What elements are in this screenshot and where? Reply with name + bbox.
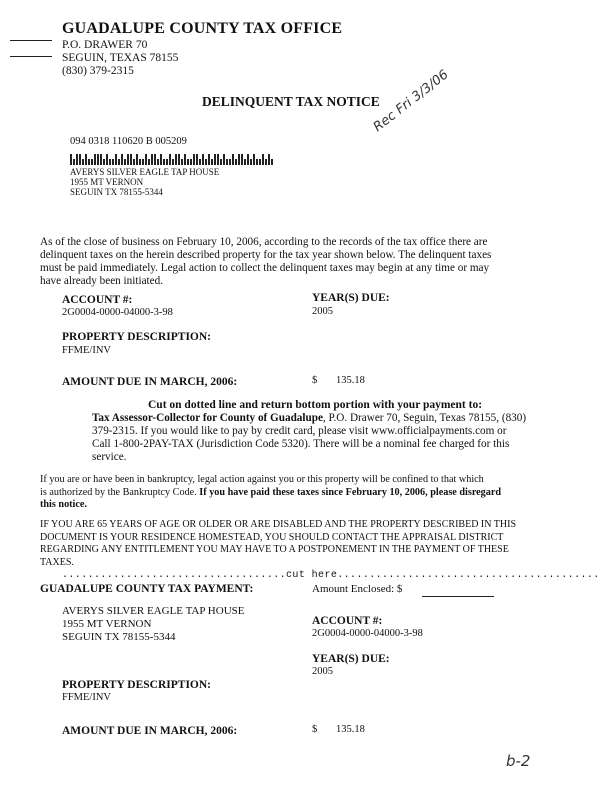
bankruptcy-line: this notice. [40, 499, 87, 510]
barcode-bar [76, 154, 78, 165]
barcode-bar [268, 154, 270, 165]
stub-addressee-city: SEGUIN TX 78155-5344 [62, 631, 176, 643]
barcode-bar [232, 154, 234, 165]
barcode-bar [91, 159, 93, 165]
barcode-bar [163, 159, 165, 165]
intro-line: must be paid immediately. Legal action to collect the delinquent taxes may begin at any time or may [40, 262, 490, 274]
stub-amount-currency: $ [312, 724, 318, 735]
barcode-bar [229, 159, 231, 165]
amount-enclosed-label: Amount Enclosed: $ [312, 583, 403, 595]
barcode-bar [217, 154, 219, 165]
barcode-bar [121, 154, 123, 165]
barcode-bar [241, 154, 243, 165]
barcode-bar [139, 159, 141, 165]
barcode-bar [223, 154, 225, 165]
amount-enclosed-field[interactable] [422, 596, 494, 597]
barcode-bar [142, 159, 144, 165]
stub-amount-due-value: 135.18 [336, 724, 365, 735]
barcode-bar [136, 154, 138, 165]
barcode-bar [175, 154, 177, 165]
barcode-bar [184, 154, 186, 165]
payment-line: service. [92, 451, 127, 463]
notice-title: DELINQUENT TAX NOTICE [202, 94, 380, 109]
addressee-name: AVERYS SILVER EAGLE TAP HOUSE [70, 167, 220, 177]
stub-account-label: ACCOUNT #: [312, 615, 383, 627]
intro-paragraph [40, 236, 600, 288]
margin-rule-top [10, 40, 52, 41]
barcode-bar [226, 159, 228, 165]
stub-addressee-street: 1955 MT VERNON [62, 618, 152, 630]
barcode-bar [253, 154, 255, 165]
office-phone: (830) 379-2315 [62, 65, 134, 77]
payment-line: Call 1-800-2PAY-TAX (Jurisdiction Code 5320). There will be a nominal fee charged for this [92, 438, 510, 450]
barcode-bar [79, 154, 81, 165]
stub-property-description-value: FFME/INV [62, 692, 112, 703]
barcode-bar [250, 159, 252, 165]
reference-number: 094 0318 110620 B 005209 [70, 136, 187, 147]
handwritten-received-note: Rec Fri 3/3/06 [370, 67, 452, 135]
addressee-city: SEGUIN TX 78155-5344 [70, 187, 163, 197]
age-line: REGARDING ANY ENTITLEMENT YOU MAY HAVE TO A POSTPONEMENT IN THE PAYMENT OF THESE [40, 544, 509, 555]
payment-line: 379-2315. If you would like to pay by credit card, please visit www.officialpayments.com or [92, 425, 507, 437]
barcode-bar [220, 159, 222, 165]
age-line: IF YOU ARE 65 YEARS OF AGE OR OLDER OR ARE DISABLED AND THE PROPERTY DESCRIBED IN THIS [40, 519, 517, 530]
barcode-bar [166, 159, 168, 165]
stub-title: GUADALUPE COUNTY TAX PAYMENT: [40, 583, 254, 595]
stub-years-due-label: YEAR(S) DUE: [312, 653, 390, 665]
barcode-bar [199, 159, 201, 165]
barcode-bar [124, 159, 126, 165]
stub-addressee-name: AVERYS SILVER EAGLE TAP HOUSE [62, 605, 245, 617]
intro-line: As of the close of business on February 10, 2006, according to the records of the tax office there are [40, 236, 488, 248]
account-label: ACCOUNT #: [62, 294, 133, 306]
barcode-bar [106, 154, 108, 165]
barcode-bar [211, 159, 213, 165]
barcode-bar [193, 154, 195, 165]
barcode-bar [70, 154, 72, 165]
years-due-label: YEAR(S) DUE: [312, 292, 390, 304]
barcode-bar [148, 159, 150, 165]
barcode-bar [115, 154, 117, 165]
addressee-street: 1955 MT VERNON [70, 177, 144, 187]
barcode-bar [88, 159, 90, 165]
barcode-bar [265, 159, 267, 165]
barcode-bar [103, 159, 105, 165]
barcode-bar [160, 154, 162, 165]
cut-here-line: ...................................cut here......................................... [62, 570, 600, 581]
barcode-bar [94, 154, 96, 165]
barcode-bar [247, 154, 249, 165]
account-number: 2G0004-0000-04000-3-98 [62, 307, 173, 318]
handwritten-page-mark: b-2 [506, 752, 531, 770]
barcode-bar [73, 159, 75, 165]
barcode-bar [109, 159, 111, 165]
barcode-bar [157, 159, 159, 165]
barcode-bar [235, 159, 237, 165]
barcode-bar [100, 154, 102, 165]
barcode-bar [259, 159, 261, 165]
barcode-bar [271, 159, 273, 165]
barcode-bar [238, 154, 240, 165]
bankruptcy-line: If you are or have been in bankruptcy, legal action against you or this property will be confined to that which [40, 474, 484, 485]
barcode-bar [97, 154, 99, 165]
barcode-bar [214, 154, 216, 165]
stub-amount-due-label: AMOUNT DUE IN MARCH, 2006: [62, 725, 238, 737]
payment-line: Tax Assessor-Collector for County of Guadalupe, P.O. Drawer 70, Seguin, Texas 78155, (830) [92, 412, 527, 424]
margin-rule-bottom [10, 56, 52, 57]
barcode-bar [208, 154, 210, 165]
barcode-bar [82, 159, 84, 165]
barcode-bar [154, 154, 156, 165]
barcode-bar [187, 159, 189, 165]
barcode-bar [178, 154, 180, 165]
barcode-bar [172, 159, 174, 165]
barcode-bar [118, 159, 120, 165]
amount-due-label: AMOUNT DUE IN MARCH, 2006: [62, 376, 238, 388]
stub-account-number: 2G0004-0000-04000-3-98 [312, 628, 423, 639]
barcode-bar [145, 154, 147, 165]
barcode-bar [262, 154, 264, 165]
office-title: GUADALUPE COUNTY TAX OFFICE [62, 20, 343, 37]
property-description-value: FFME/INV [62, 345, 112, 356]
barcode-bar [244, 159, 246, 165]
barcode-bar [133, 159, 135, 165]
office-address-line1: P.O. DRAWER 70 [62, 39, 148, 51]
intro-line: delinquent taxes on the herein described property for the tax year shown below. The delinquent taxes [40, 249, 492, 261]
barcode-bar [256, 159, 258, 165]
barcode-bar [130, 154, 132, 165]
stub-years-due-value: 2005 [312, 666, 333, 677]
barcode-bar [202, 154, 204, 165]
office-address-line2: SEGUIN, TEXAS 78155 [62, 52, 179, 64]
barcode-bar [151, 154, 153, 165]
age-line: DOCUMENT IS YOUR RESIDENCE HOMESTEAD, YOU SHOULD CONTACT THE APPRAISAL DISTRICT [40, 531, 504, 543]
amount-currency: $ [312, 375, 318, 386]
postal-barcode [70, 153, 275, 165]
barcode-bar [112, 159, 114, 165]
bankruptcy-line: is authorized by the Bankruptcy Code. If you have paid these taxes since February 10, 2006, please disregard [40, 486, 502, 498]
barcode-bar [169, 154, 171, 165]
stub-property-description-label: PROPERTY DESCRIPTION: [62, 679, 212, 691]
barcode-bar [205, 159, 207, 165]
bankruptcy-paragraph [40, 474, 605, 512]
property-description-label: PROPERTY DESCRIPTION: [62, 331, 212, 343]
barcode-bar [196, 154, 198, 165]
amount-due-value: 135.18 [336, 375, 365, 386]
cut-instruction: Cut on dotted line and return bottom portion with your payment to: [148, 399, 483, 411]
barcode-bar [181, 159, 183, 165]
age-disability-paragraph [40, 519, 605, 569]
barcode-bar [85, 154, 87, 165]
age-line: TAXES. [40, 556, 74, 568]
payment-instructions [92, 412, 592, 464]
barcode-bar [127, 154, 129, 165]
years-due-value: 2005 [312, 306, 333, 317]
barcode-bar [190, 159, 192, 165]
intro-line: have already been initiated. [40, 275, 164, 287]
